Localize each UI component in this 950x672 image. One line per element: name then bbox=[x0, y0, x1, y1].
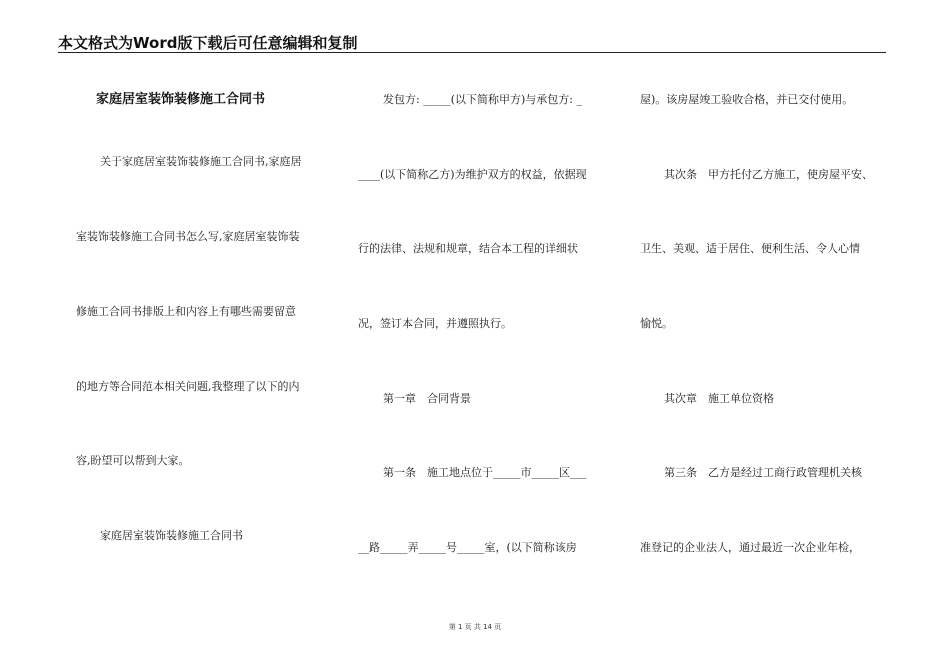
paragraph-line: 的地方等合同范本相关问题,我整理了以下的内 bbox=[76, 380, 300, 393]
paragraph-line: __路_____弄_____号_____室，(以下简称该房 bbox=[358, 541, 577, 554]
page-header: 本文格式为Word版下载后可任意编辑和复制 bbox=[58, 34, 358, 52]
paragraph-line: 卫生、美观、适于居住、便利生活、令人心情 bbox=[640, 242, 860, 255]
paragraph-line: 行的法律、法规和规章，结合本工程的详细状 bbox=[358, 242, 578, 255]
paragraph-line: 发包方: _____(以下简称甲方)与承包方: _ bbox=[383, 93, 582, 106]
paragraph-line: 其次条 甲方托付乙方施工，使房屋平安、 bbox=[664, 168, 873, 181]
paragraph-line: 容,盼望可以帮到大家。 bbox=[76, 454, 190, 467]
paragraph-line: 室装饰装修施工合同书怎么写,家庭居室装饰装 bbox=[76, 230, 300, 243]
document-title: 家庭居室装饰装修施工合同书 bbox=[96, 92, 266, 107]
paragraph-line: 修施工合同书排版上和内容上有哪些需要留意 bbox=[76, 305, 296, 318]
paragraph-line: 准登记的企业法人，通过最近一次企业年检， bbox=[640, 541, 860, 554]
paragraph-line: 屋)。该房屋竣工验收合格，并已交付使用。 bbox=[640, 93, 854, 106]
page-number-footer: 第 1 页 共 14 页 bbox=[448, 623, 502, 631]
header-rule bbox=[58, 52, 886, 53]
chapter-heading: 其次章 施工单位资格 bbox=[664, 392, 774, 405]
paragraph-line: 关于家庭居室装饰装修施工合同书,家庭居 bbox=[100, 155, 302, 168]
paragraph-line: 第一条 施工地点位于_____市_____区___ bbox=[383, 466, 587, 479]
paragraph-line: ____(以下简称乙方)为维护双方的权益，依据现 bbox=[358, 168, 587, 181]
paragraph-line: 第三条 乙方是经过工商行政管理机关核 bbox=[664, 466, 862, 479]
paragraph-line: 况，签订本合同，并遵照执行。 bbox=[358, 317, 512, 330]
chapter-heading: 第一章 合同背景 bbox=[383, 392, 471, 405]
paragraph-line: 家庭居室装饰装修施工合同书 bbox=[100, 529, 243, 542]
paragraph-line: 愉悦。 bbox=[640, 317, 673, 330]
